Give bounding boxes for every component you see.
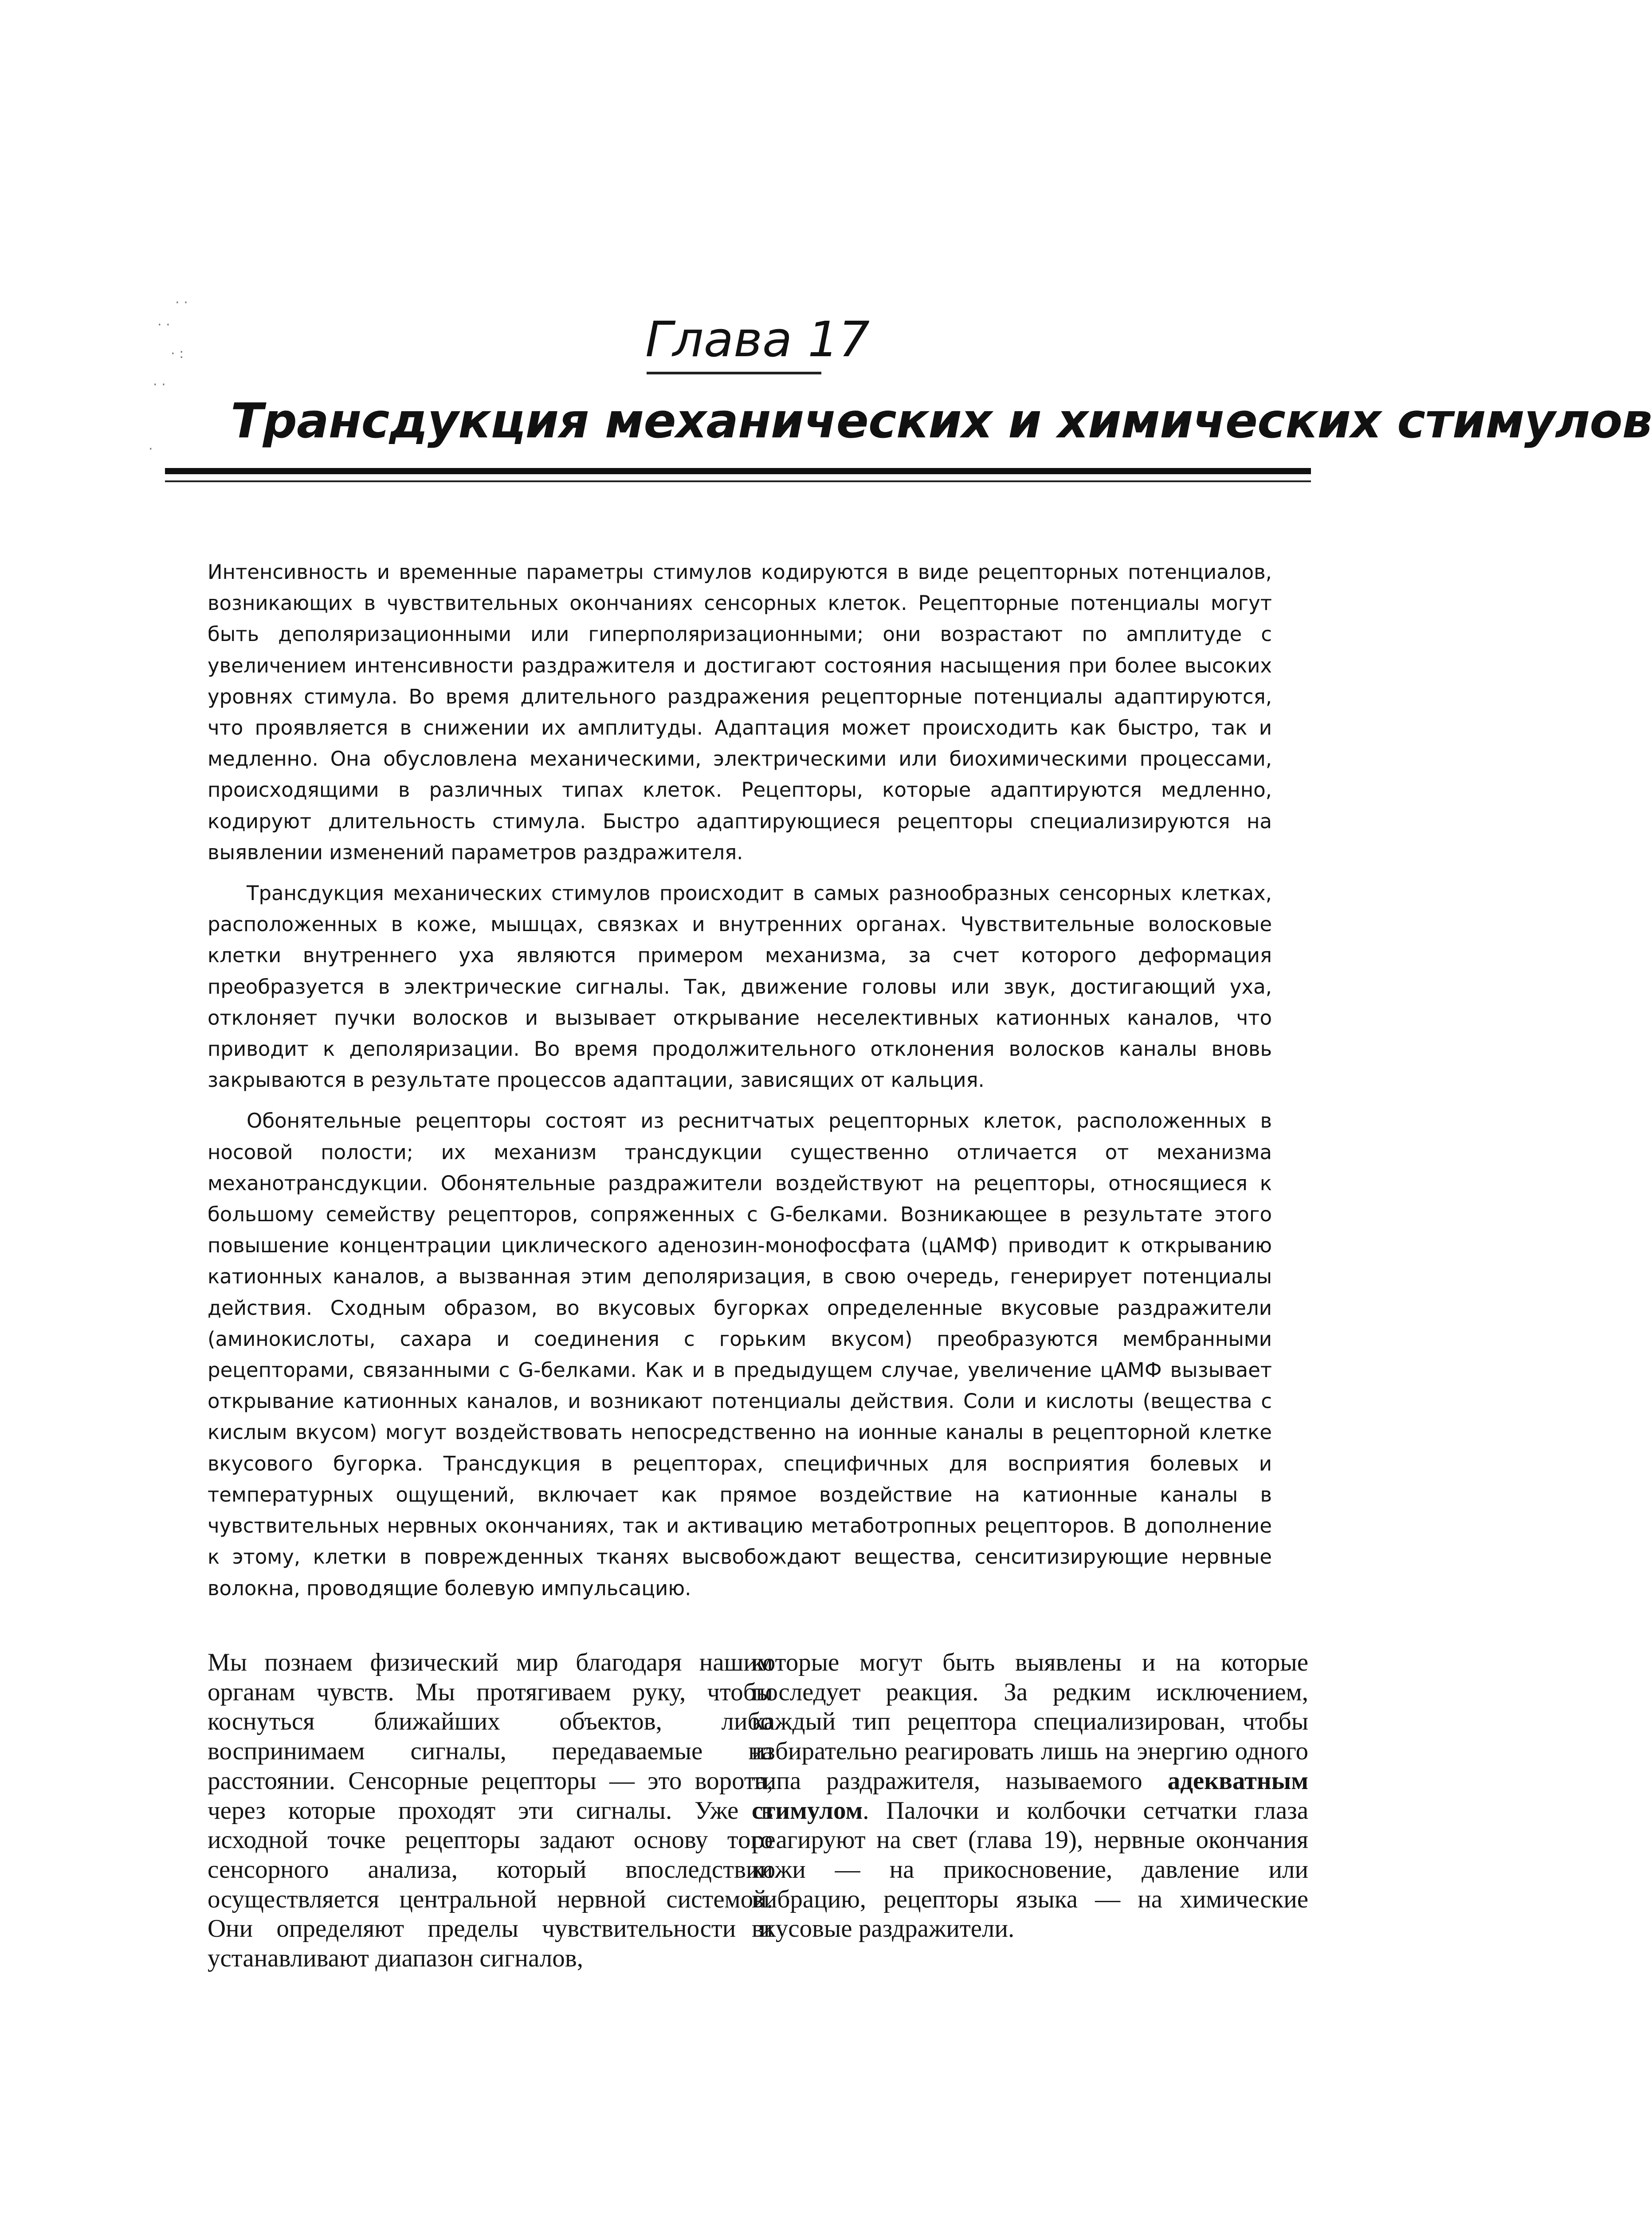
body-text-segment: . Палочки и колбочки сетчатки глаза реагируют на свет (глава 19), нервные окончания кожи — на прикосновение, давление или вибрацию, рецепторы языка — на химические вкусовые раздражители. xyxy=(752,1796,1308,1943)
scan-speck: · xyxy=(149,441,153,457)
scan-speck: · · xyxy=(157,317,170,333)
scan-speck: · · xyxy=(153,377,166,393)
chapter-title: Трансдукция механических и химических стимулов xyxy=(231,393,1652,449)
scan-speck: · · xyxy=(175,295,188,311)
summary-paragraph: Интенсивность и временные параметры стимулов кодируются в виде рецепторных потенциалов, возникающих в чувствительных окончаниях сенсорных клеток. Рецепторные потенциалы могут быть деполяризационными или гиперполяризационными; они возрастают по амплитуде с увеличением интенсивности раздражителя и достигают состояния насыщения при более высоких уровнях стимула. Во время длительного раздражения рецепторные потенциалы адаптируются, что проявляется в снижении их амплитуды. Адаптация может происходить как быстро, так и медленно. Она обусловлена механическими, электрическими или биохимическими процессами, происходящими в различных типах клеток. Рецепторы, которые адаптируются медленно, кодируют длительность стимула. Быстро адаптирующиеся рецепторы специализируются на выявлении изменений параметров раздражителя. xyxy=(208,560,1272,864)
key-term: адекватным стимулом xyxy=(752,1766,1309,1825)
chapter-number: Глава 17 xyxy=(645,311,870,368)
body-column-right xyxy=(752,1648,1308,1944)
chapter-summary xyxy=(208,557,1272,1614)
summary-paragraph: Обонятельные рецепторы состоят из реснитчатых рецепторных клеток, расположенных в носовой полости; их механизм трансдукции существенно отличается от механизма механотрансдукции. Обонятельные раздражители воздействуют на рецепторы, относящиеся к большому семейству рецепторов, сопряженных с G-белками. Возникающее в результате этого повышение концентрации циклического аденозин-монофосфата (цАМФ) приводит к открыванию катионных каналов, а вызванная этим деполяризация, в свою очередь, генерирует потенциалы действия. Сходным образом, во вкусовых бугорках определенные вкусовые раздражители (аминокислоты, сахара и соединения с горьким вкусом) преобразуются мембранными рецепторами, связанными с G-белками. Как и в предыдущем случае, увеличение цАМФ вызывает открывание катионных каналов, и возникают потенциалы действия. Соли и кислоты (вещества с кислым вкусом) могут воздействовать непосредственно на ионные каналы в рецепторной клетке вкусового бугорка. Трансдукция в рецепторах, специфичных для восприятия болевых и температурных ощущений, включает как прямое воздействие на катионные каналы в чувствительных нервных окончаниях, так и активацию метаботропных рецепторов. В дополнение к этому, клетки в поврежденных тканях высвобождают вещества, сенситизирующие нервные волокна, проводящие болевую импульсацию. xyxy=(208,1109,1272,1600)
body-column-left xyxy=(208,1648,773,1974)
body-paragraph: Мы познаем физический мир благодаря нашим органам чувств. Мы протягиваем руку, чтобы коснуться ближайших объектов, либо воспринимаем сигналы, передаваемые на расстоянии. Сенсорные рецепторы — это ворота, через которые проходят эти сигналы. Уже в исходной точке рецепторы задают основу того сенсорного анализа, который впоследствии осуществляется центральной нервной системой. Они определяют пределы чувствительности и устанавливают диапазон сигналов, xyxy=(208,1648,773,1973)
summary-paragraph: Трансдукция механических стимулов происходит в самых разнообразных сенсорных клетках, расположенных в коже, мышцах, связках и внутренних органах. Чувствительные волосковые клетки внутреннего уха являются примером механизма, за счет которого деформация преобразуется в электрические сигналы. Так, движение головы или звук, достигающий уха, отклоняет пучки волосков и вызывает открывание неселективных катионных каналов, что приводит к деполяризации. Во время продолжительного отклонения волосков каналы вновь закрываются в результате процессов адаптации, зависящих от кальция. xyxy=(208,881,1272,1092)
body-text-segment: которые могут быть выявлены и на которые последует реакция. За редким исключением, каждый тип рецептора специализирован, чтобы избирательно реагировать лишь на энергию одного типа раздражителя, называемого xyxy=(752,1648,1308,1795)
title-rule-thin xyxy=(165,480,1311,482)
body-paragraph xyxy=(752,1648,1308,1944)
chapter-number-underline xyxy=(647,372,821,374)
scan-speck: · : xyxy=(171,346,184,362)
title-rule-thick xyxy=(165,468,1311,474)
